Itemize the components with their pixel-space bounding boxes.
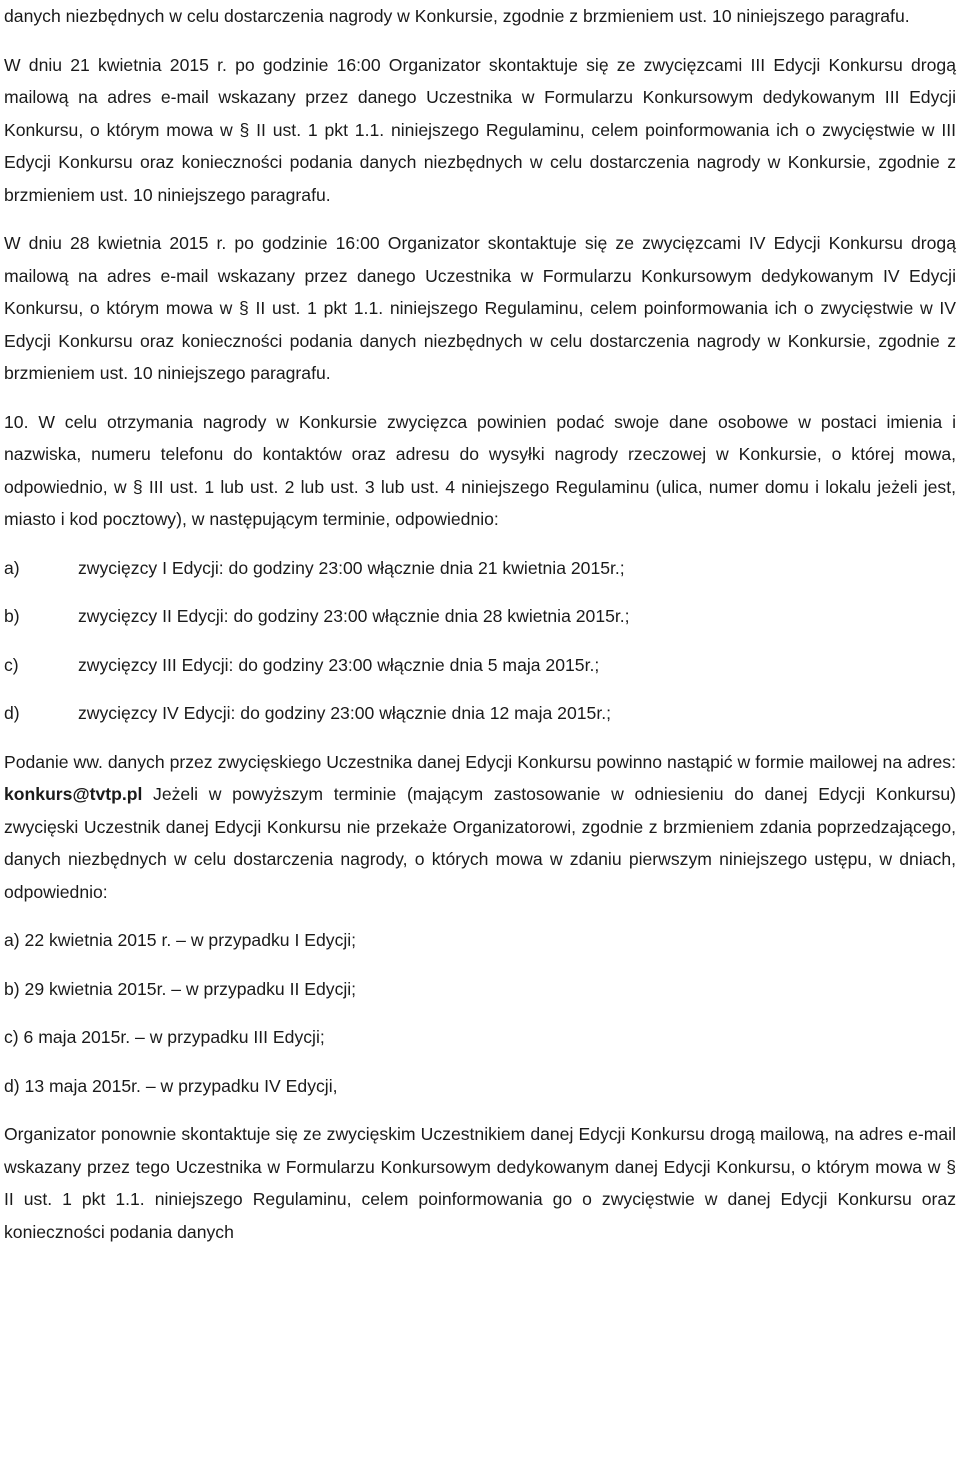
deadline-label: b) bbox=[4, 606, 20, 626]
deadline-item bbox=[4, 552, 956, 585]
day-label: a) bbox=[4, 930, 20, 950]
day-item bbox=[4, 924, 956, 957]
deadline-label: c) bbox=[4, 654, 19, 675]
day-label: b) bbox=[4, 978, 20, 999]
day-label: d) bbox=[4, 1075, 20, 1096]
deadline-text: zwycięzcy I Edycji: do godziny 23:00 włącznie dnia 21 kwietnia 2015r.; bbox=[78, 557, 625, 578]
contact-email: konkurs@tvtp.pl bbox=[4, 784, 143, 804]
submission-text-cont: Jeżeli w powyższym terminie (mającym zastosowanie w odniesieniu do danej Edycji Konkursu) zwycięski Uczestnik danej Edycji Konkursu nie przekaże Organizatorowi, zgodnie z brzmieniem zdania poprzedzającego, danych niezbędnych w celu dostarczenia nagrody, o których mowa w zdaniu pierwszym niniejszego ustępu, w dniach, odpowiednio: bbox=[4, 784, 956, 902]
paragraph-final: Organizator ponownie skontaktuje się ze zwycięskim Uczestnikiem danej Edycji Konkursu drogą mailową, na adres e-mail wskazany przez tego Uczestnika w Formularzu Konkursowym dedykowanym danej Edycji Konkursu, o którym mowa w § II ust. 1 pkt 1.1. niniejszego Regulaminu, celem poinformowania go o zwycięstwie w danej Edycji Konkursu oraz konieczności podania danych bbox=[4, 1124, 956, 1242]
day-text: 6 maja 2015r. – w przypadku III Edycji; bbox=[23, 1027, 325, 1047]
day-text: 13 maja 2015r. – w przypadku IV Edycji, bbox=[24, 1075, 338, 1096]
day-text: 29 kwietnia 2015r. – w przypadku II Edycji; bbox=[24, 978, 357, 999]
day-item bbox=[4, 973, 956, 1006]
day-label: c) bbox=[4, 1027, 19, 1047]
deadline-label: a) bbox=[4, 557, 20, 578]
deadline-item bbox=[4, 600, 956, 633]
day-item bbox=[4, 1070, 956, 1103]
deadline-text: zwycięzcy III Edycji: do godziny 23:00 włącznie dnia 5 maja 2015r.; bbox=[78, 654, 600, 675]
deadline-text: zwycięzcy IV Edycji: do godziny 23:00 włącznie dnia 12 maja 2015r.; bbox=[78, 703, 611, 723]
deadline-text: zwycięzcy II Edycji: do godziny 23:00 włącznie dnia 28 kwietnia 2015r.; bbox=[78, 606, 630, 626]
day-text: 22 kwietnia 2015 r. – w przypadku I Edycji; bbox=[24, 930, 357, 950]
deadline-label: d) bbox=[4, 703, 20, 723]
paragraph-edition-iii: W dniu 21 kwietnia 2015 r. po godzinie 16:00 Organizator skontaktuje się ze zwycięzcami III Edycji Konkursu drogą mailową na adres e-mail wskazany przez danego Uczestnika w Formularzu Konkursowym dedykowanym III Edycji Konkursu, o którym mowa w § II ust. 1 pkt 1.1. niniejszego Regulaminu, celem poinformowania ich o zwycięstwie w III Edycji Konkursu oraz konieczności podania danych niezbędnych w celu dostarczenia nagrody w Konkursie, zgodnie z brzmieniem ust. 10 niniejszego paragrafu. bbox=[4, 54, 956, 205]
deadline-item bbox=[4, 649, 956, 682]
deadline-item bbox=[4, 697, 956, 730]
day-item bbox=[4, 1021, 956, 1054]
document-page bbox=[4, 0, 956, 1248]
paragraph-edition-iv: W dniu 28 kwietnia 2015 r. po godzinie 16:00 Organizator skontaktuje się ze zwycięzcami IV Edycji Konkursu drogą mailową na adres e-mail wskazany przez danego Uczestnika w Formularzu Konkursowym dedykowanym IV Edycji Konkursu, o którym mowa w § II ust. 1 pkt 1.1. niniejszego Regulaminu, celem poinformowania ich o zwycięstwie w IV Edycji Konkursu oraz konieczności podania danych niezbędnych w celu dostarczenia nagrody w Konkursie, zgodnie z brzmieniem ust. 10 niniejszego paragrafu. bbox=[4, 233, 956, 383]
paragraph-section-10: 10. W celu otrzymania nagrody w Konkursie zwycięzca powinien podać swoje dane osobowe w postaci imienia i nazwiska, numeru telefonu do kontaktów oraz adresu do wysyłki nagrody rzeczowej w Konkursie, o której mowa, odpowiednio, w § III ust. 1 lub ust. 2 lub ust. 3 lub ust. 4 niniejszego Regulaminu (ulica, numer domu i lokalu jeżeli jest, miasto i kod pocztowy), w następującym terminie, odpowiednio: bbox=[4, 411, 956, 529]
paragraph-submission bbox=[4, 746, 956, 909]
submission-text: Podanie ww. danych przez zwycięskiego Uczestnika danej Edycji Konkursu powinno nastąpić w formie mailowej na adres: bbox=[4, 751, 956, 772]
paragraph-continuation: danych niezbędnych w celu dostarczenia nagrody w Konkursie, zgodnie z brzmieniem ust. 10 niniejszego paragrafu. bbox=[4, 6, 910, 26]
